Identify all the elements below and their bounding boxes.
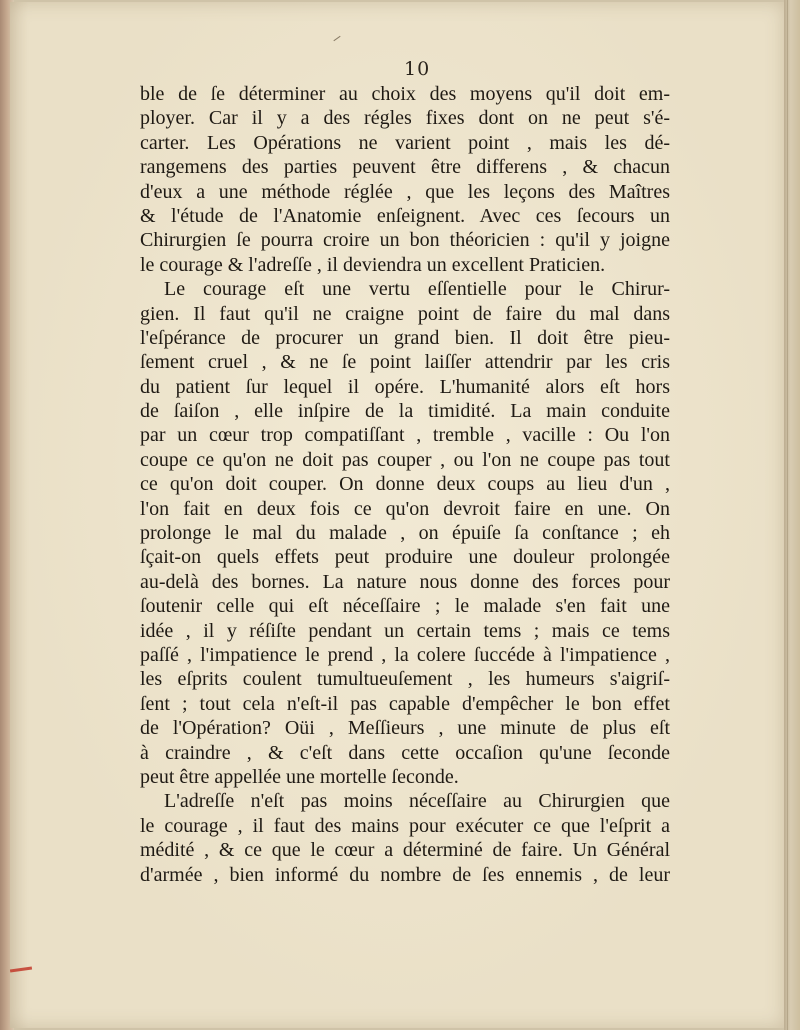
- text-line: L'adreſſe n'eſt pas moins néceſſaire au Chirurgien que: [164, 790, 670, 813]
- text-line: à craindre , & c'eſt dans cette occaſion qu'une ſeconde: [140, 741, 670, 764]
- text-line: d'eux a une méthode réglée , que les leçons des Maîtres: [140, 180, 670, 203]
- text-line: les eſprits coulent tumultueuſement , les humeurs s'aigriſ-: [140, 668, 670, 691]
- paragraph-3: [140, 789, 670, 887]
- text-line: au-delà des bornes. La nature nous donne des forces pour: [140, 570, 670, 593]
- text-line: ſoutenir celle qui eſt néceſſaire ; le malade s'en fait une: [140, 595, 670, 618]
- paragraph-2: [140, 277, 670, 789]
- text-line: Chirurgien ſe pourra croire un bon théoricien : qu'il y joigne: [140, 229, 670, 252]
- text-line: de ſaiſon , elle inſpire de la timidité. La main conduite: [140, 400, 670, 423]
- text-line: ſçait-on quels effets peut produire une douleur prolongée: [140, 546, 670, 569]
- page-number: 10: [404, 58, 431, 80]
- text-line: médité , & ce que le cœur a déterminé de faire. Un Général: [140, 839, 670, 862]
- text-line: ſement cruel , & ne ſe point laiſſer attendrir par les cris: [140, 351, 670, 374]
- page-edges: [784, 0, 800, 1030]
- text-line: Le courage eſt une vertu eſſentielle pour le Chirur-: [164, 278, 670, 301]
- text-line: l'eſpérance de procurer un grand bien. Il doit être pieu-: [140, 326, 670, 349]
- text-line: prolonge le mal du malade , on épuiſe ſa conſtance ; eh: [140, 522, 670, 545]
- text-line: le courage & l'adreſſe , il deviendra un excellent Praticien.: [140, 253, 606, 276]
- text-line: carter. Les Opérations ne varient point , mais les dé-: [140, 131, 670, 154]
- text-line: l'on fait en deux fois ce qu'on devroit faire en une. On: [140, 497, 670, 520]
- text-line: ble de ſe déterminer au choix des moyens qu'il doit em-: [140, 83, 670, 105]
- paragraph-1: [140, 82, 670, 277]
- text-line: paſſé , l'impatience le prend , la colere ſuccéde à l'impatience ,: [140, 643, 670, 666]
- text-line: & l'étude de l'Anatomie enſeignent. Avec ces ſecours un: [140, 204, 670, 227]
- text-line: ployer. Car il y a des régles fixes dont on ne peut s'é-: [140, 107, 670, 130]
- text-line: rangemens des parties peuvent être differens , & chacun: [140, 156, 670, 179]
- text-line: d'armée , bien informé du nombre de ſes ennemis , de leur: [140, 863, 670, 886]
- text-line: du patient ſur lequel il opére. L'humanité alors eſt hors: [140, 375, 670, 398]
- text-line: par un cœur trop compatiſſant , tremble , vacille : Ou l'on: [140, 424, 670, 447]
- text-line: peut être appellée une mortelle ſeconde.: [140, 765, 459, 788]
- text-line: de l'Opération? Oüi , Meſſieurs , une minute de plus eſt: [140, 717, 670, 740]
- text-line: gien. Il faut qu'il ne craigne point de faire du mal dans: [140, 302, 670, 325]
- text-line: le courage , il faut des mains pour exécuter ce que l'eſprit a: [140, 814, 670, 837]
- text-line: ce qu'on doit couper. On donne deux coups au lieu d'un ,: [140, 473, 670, 496]
- text-line: idée , il y réſiſte pendant un certain tems ; mais ce tems: [140, 619, 670, 642]
- text-line: coupe ce qu'on ne doit pas couper , ou l'on ne coupe pas tout: [140, 448, 670, 471]
- body-text: [140, 82, 670, 887]
- text-line: ſent ; tout cela n'eſt-il pas capable d'empêcher le bon effet: [140, 692, 670, 715]
